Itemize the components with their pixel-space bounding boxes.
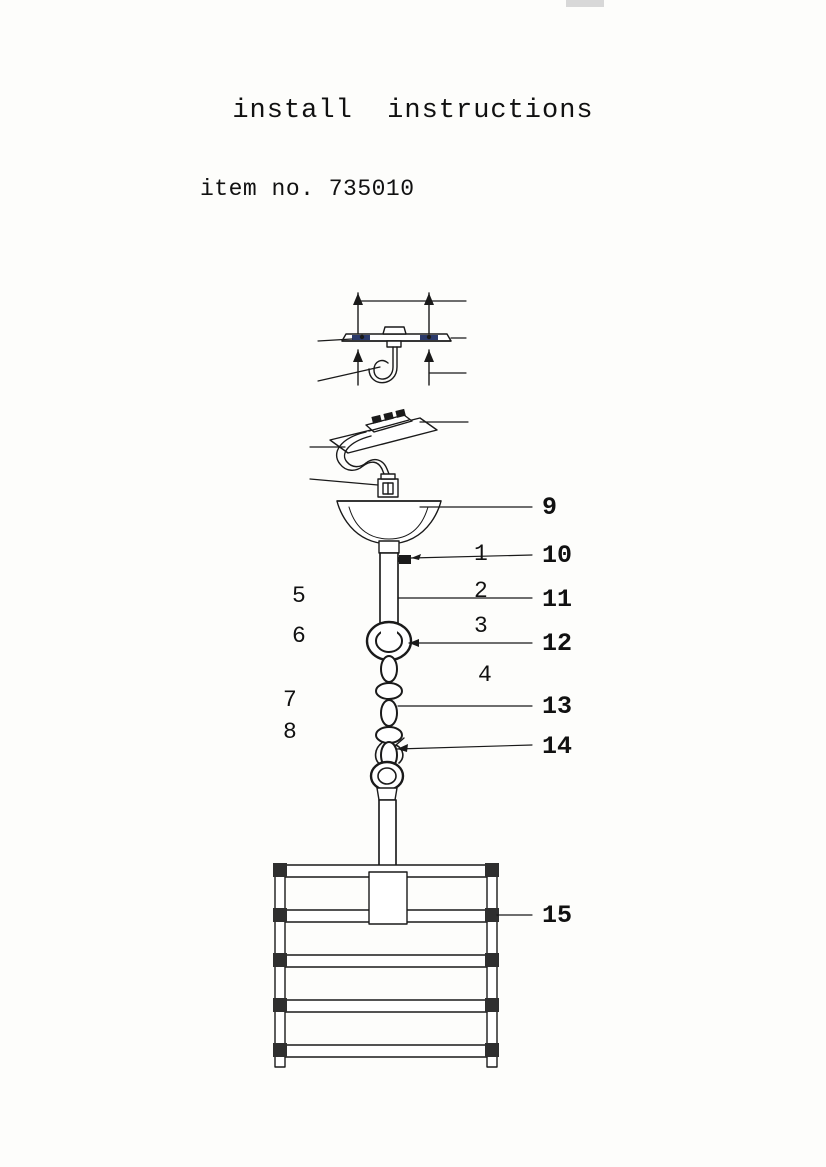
assembly-drawing (0, 255, 826, 1115)
item-number: item no. 735010 (200, 176, 415, 202)
callout-10: 10 (542, 541, 573, 570)
lower-ring-and-stem (371, 762, 403, 870)
callout-4: 4 (478, 662, 492, 688)
callout-12: 12 (542, 629, 573, 658)
callout-11: 11 (542, 585, 573, 614)
part-8-clip (378, 474, 398, 497)
callout-2: 2 (474, 578, 488, 604)
callout-1: 1 (474, 541, 488, 567)
scan-artifact (566, 0, 604, 7)
part-13-chain (376, 656, 402, 768)
part-11-down-rod (380, 553, 398, 631)
callout-15: 15 (542, 901, 573, 930)
callout-9: 9 (542, 493, 558, 522)
callout-13: 13 (542, 692, 573, 721)
page-title: install instructions (232, 96, 594, 126)
part-15-shade (273, 863, 499, 1067)
part-6-hook (369, 347, 397, 383)
callout-5: 5 (292, 583, 306, 609)
callout-7: 7 (283, 687, 297, 713)
assembly-diagram (0, 255, 826, 1115)
callout-3: 3 (474, 613, 488, 639)
part-12-ring (367, 622, 411, 660)
leader-lines (310, 301, 532, 915)
callout-8: 8 (283, 719, 297, 745)
part-9-canopy (337, 501, 441, 553)
callout-6: 6 (292, 623, 306, 649)
part-4-terminal-block (330, 409, 437, 453)
callout-14: 14 (542, 732, 573, 761)
